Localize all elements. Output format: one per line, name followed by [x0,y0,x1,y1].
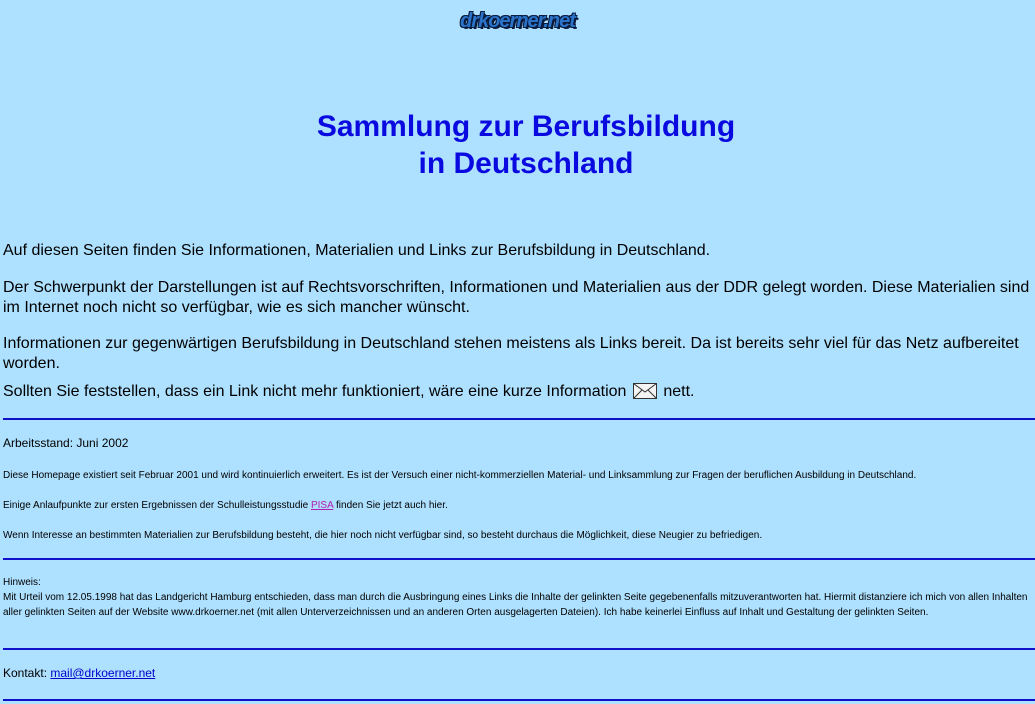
page-title-line1: Sammlung zur Berufsbildung [316,110,736,143]
divider [3,558,1035,560]
intro-paragraph-4 [3,382,694,402]
status-info-2-text: Einige Anlaufpunkte zur ersten Ergebnissen der Schulleistungsstudie [3,500,309,511]
contact-email-link[interactable]: mail@drkoerner.net [50,666,156,680]
intro-paragraph-1: Auf diesen Seiten finden Sie Informationen, Materialien und Links zur Berufsbildung in Deutschland. [3,242,711,259]
divider [3,699,1035,701]
mail-envelope-icon[interactable] [633,383,657,399]
page-title [0,108,1035,182]
intro-paragraph-2: Der Schwerpunkt der Darstellungen ist auf Rechtsvorschriften, Informationen und Materialien aus der DDR gelegt worden. Diese Materialien sind im Internet noch nicht so verfügbar, wie es sich mancher wünscht. [3,279,1030,316]
disclaimer-label: Hinweis: [3,577,41,588]
divider [3,418,1035,420]
divider [3,648,1035,650]
site-logo[interactable] [0,10,1035,33]
intro-paragraph-3: Informationen zur gegenwärtigen Berufsbildung in Deutschland stehen meistens als Links bereit. Da ist bereits sehr viel für das Netz aufbereitet worden. [3,335,1019,372]
contact [3,666,155,680]
status-info-2-end: finden Sie jetzt auch hier. [336,500,448,511]
disclaimer-text: Mit Urteil vom 12.05.1998 hat das Landgericht Hamburg entschieden, dass man durch die Ausbringung eines Links die Inhalte der gelinkten Seite gegebenenfalls mitzuverantworten hat. Hiermit distanziere ich mich von allen Inhalten aller gelinkten Seiten auf der Website www.drkoerner.net (mit allen Unterverzeichnissen und an anderen Orten ausgelagerten Dateien). Ich habe keinerlei Einfluss auf Inhalt und Gestaltung der gelinkten Seiten. [3,592,1028,618]
intro-paragraph-4-text: Sollten Sie feststellen, dass ein Link nicht mehr funktioniert, wäre eine kurze Information [3,383,627,400]
page-title-line2: in Deutschland [418,147,634,180]
intro-paragraph-4-end: nett. [663,383,695,400]
status-date: Arbeitsstand: Juni 2002 [3,436,129,450]
status-info-2 [3,498,1033,513]
status-info-3: Wenn Interesse an bestimmten Materialien zur Berufsbildung besteht, die hier noch nicht verfügbar sind, so besteht durchaus die Möglichkeit, diese Neugier zu befriedigen. [3,530,763,541]
disclaimer [3,575,1033,620]
status-info-1: Diese Homepage existiert seit Februar 2001 und wird kontinuierlich erweitert. Es ist der Versuch einer nicht-kommerziellen Material- und Linksammlung zur Fragen der beruflichen Ausbildung in Deutschland. [3,470,917,481]
contact-label: Kontakt: [3,666,48,680]
pisa-link[interactable]: PISA [310,500,334,511]
site-logo-text[interactable]: drkoerner.net [460,10,575,32]
